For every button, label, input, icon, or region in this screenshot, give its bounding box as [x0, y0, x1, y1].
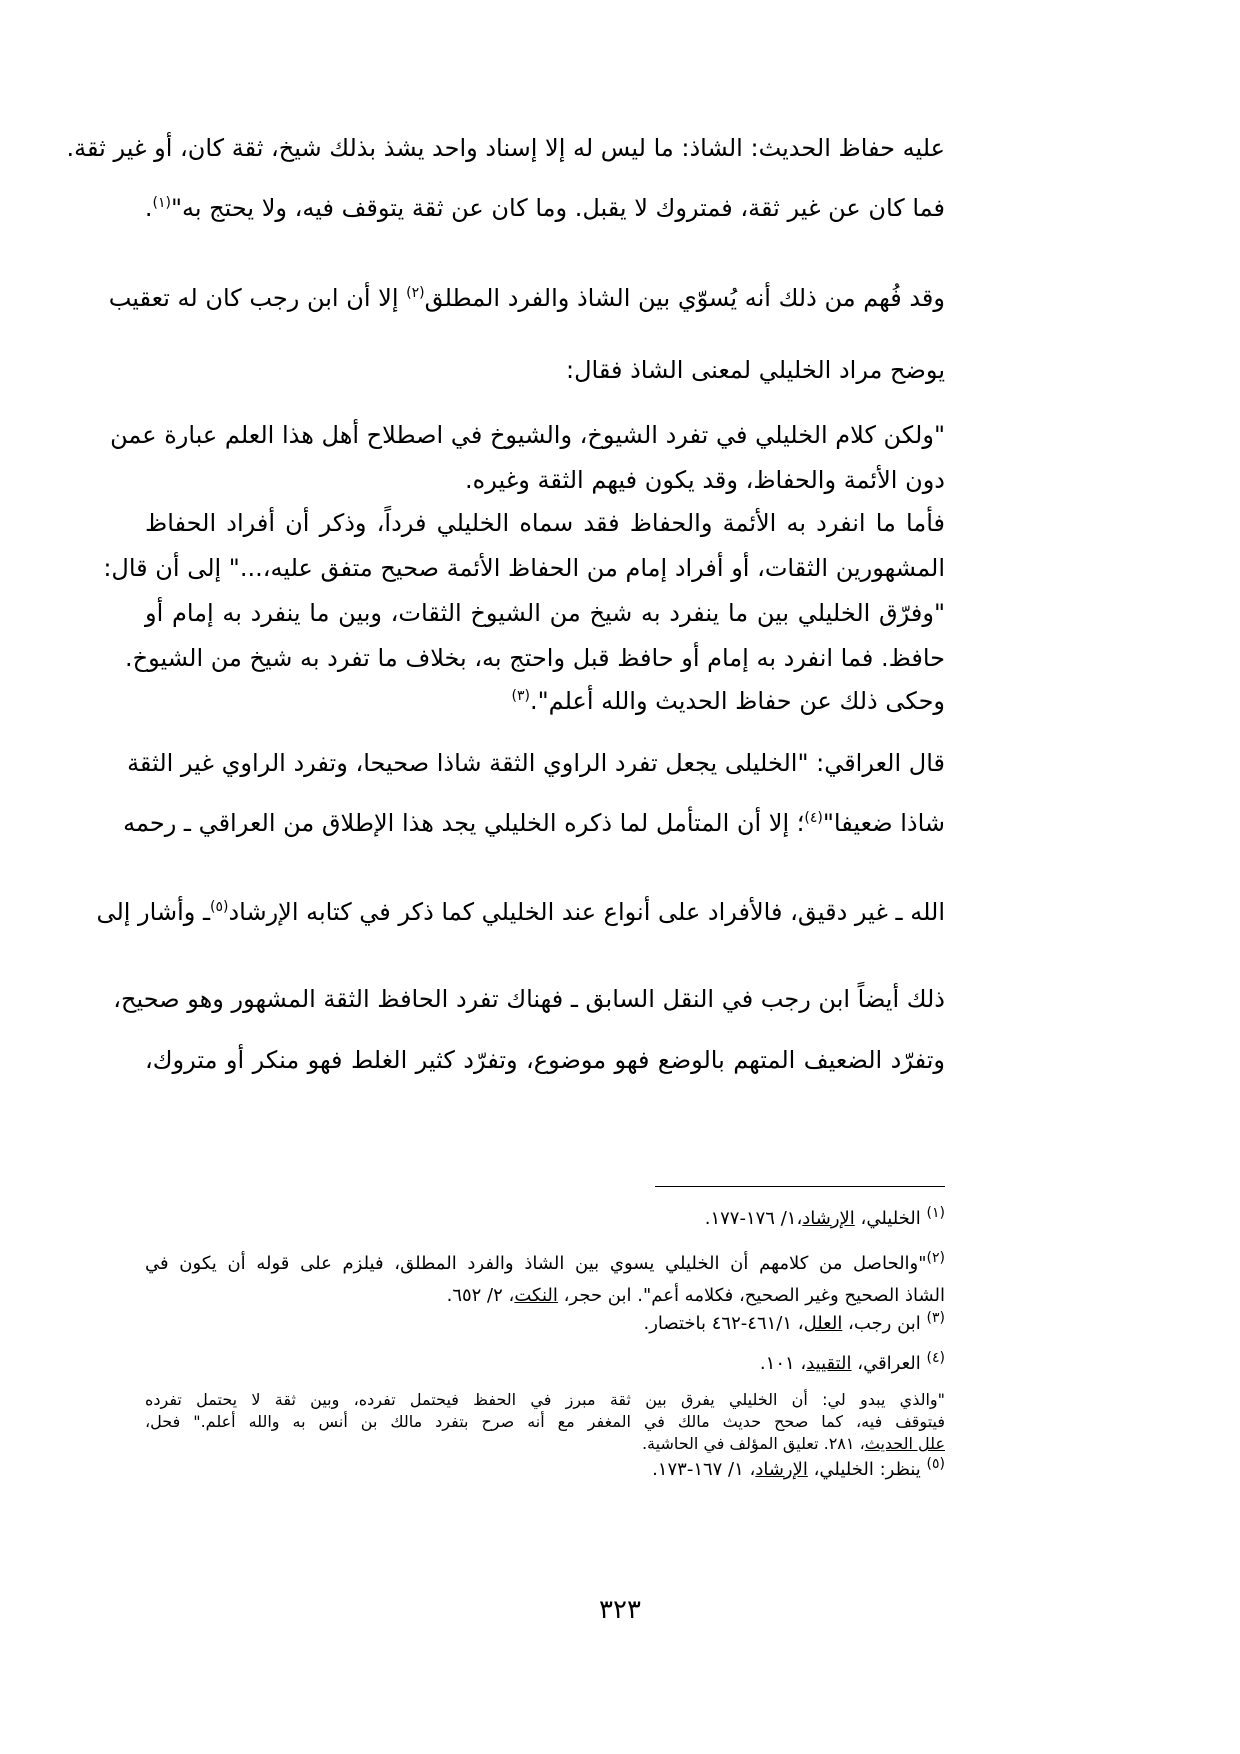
body-line-2: فما كان عن غير ثقة، فمتروك لا يقبل. وما كان عن ثقة يتوقف فيه، ولا يحتج به"$^{(١)}$. [144, 194, 945, 222]
body-line-4: يوضح مراد الخليلي لمعنى الشاذ فقال: [565, 356, 945, 384]
page-number: ٣٢٣ [599, 1595, 641, 1625]
body-line-3: وقد فُهم من ذلك أنه يُسوّي بين الشاذ والفرد المطلق$^{(٢)}$ إلا أن ابن رجب كان له تعقيب [108, 284, 945, 312]
quote-line-4: المشهورين الثقات، أو أفراد إمام من الحفاظ الأئمة صحيح متفق عليه،..." إلى أن قال: [103, 554, 945, 582]
footnote-separator [655, 1186, 945, 1187]
body-line-8: ذلك أيضاً ابن رجب في النقل السابق ـ فهناك تفرد الحافظ الثقة المشهور وهو صحيح، [113, 985, 945, 1013]
footnote-4-line-4: علل الحديث، ٢٨١. تعليق المؤلف في الحاشية. [641, 1434, 945, 1453]
footnote-marker-3[interactable]: (٣) [511, 688, 530, 704]
footnote-4-line-3: فيتوقف فيه، كما صحح حديث مالك في المغفر مع أنه صرح بتفرد مالك بن أنس به والله أعلم." فحل، [145, 1412, 945, 1431]
footnote-1: $^{(١)}$ الخليلي، الإرشاد،١/ ١٧٦-١٧٧. [704, 1205, 945, 1229]
quote-line-2: دون الأئمة والحفاظ، وقد يكون فيهم الثقة وغيره. [465, 466, 945, 494]
quote-line-5: "وفرّق الخليلي بين ما ينفرد به شيخ من الشيوخ الثقات، وبين ما ينفرد به إمام أو [145, 599, 945, 627]
footnote-marker-2[interactable]: (٢) [406, 285, 425, 301]
footnote-5: $^{(٥)}$ ينظر: الخليلي، الإرشاد، ١/ ١٦٧-١٧٣. [652, 1456, 945, 1480]
footnote-marker-5[interactable]: (٥) [209, 899, 229, 915]
body-line-5: قال العراقي: "الخليلى يجعل تفرد الراوي الثقة شاذا صحيحا، وتفرد الراوي غير الثقة [127, 749, 945, 777]
body-line-9: وتفرّد الضعيف المتهم بالوضع فهو موضوع، وتفرّد كثير الغلط فهو منكر أو متروك، [145, 1046, 945, 1074]
body-line-6: شاذا ضعيفا"$^{(٤)}$؛ إلا أن المتأمل لما ذكره الخليلي يجد هذا الإطلاق من العراقي ـ رحمه [123, 809, 945, 837]
footnote-2-line-2: الشاذ الصحيح وغير الصحيح، فكلامه أعم". ابن حجر، النكت، ٢/ ٦٥٢. [446, 1285, 945, 1306]
body-line-7: الله ـ غير دقيق، فالأفراد على أنواع عند الخليلي كما ذكر في كتابه الإرشاد$^{(٥)}$ـ وأشار إلى [96, 898, 945, 926]
quote-line-1: "ولكن كلام الخليلي في تفرد الشيوخ، والشيوخ في اصطلاح أهل هذا العلم عبارة عمن [110, 421, 945, 449]
quote-line-3: فأما ما انفرد به الأئمة والحفاظ فقد سماه الخليلي فرداً، وذكر أن أفراد الحفاظ [145, 509, 945, 537]
footnote-marker-1[interactable]: (١) [152, 195, 171, 211]
footnote-marker-4[interactable]: (٤) [804, 810, 823, 826]
quote-line-7: وحكى ذلك عن حفاظ الحديث والله أعلم".$^{(٣)}$ [511, 687, 945, 715]
footnote-4: $^{(٤)}$ العراقي، التقييد، ١٠١. [759, 1350, 945, 1374]
footnote-2-line-1: $^{(٢)}$"والحاصل من كلامهم أن الخليلي يسوي بين الشاذ والفرد المطلق، فيلزم على قوله أن يكون في [145, 1250, 945, 1274]
quote-line-6: حافظ. فما انفرد به إمام أو حافظ قبل واحتج به، بخلاف ما تفرد به شيخ من الشيوخ. [124, 644, 945, 672]
body-line-1: عليه حفاظ الحديث: الشاذ: ما ليس له إلا إسناد واحد يشذ بذلك شيخ، ثقة كان، أو غير ثقة. [66, 134, 945, 162]
footnote-3: $^{(٣)}$ ابن رجب، العلل، ٤٦١/١-٤٦٢ باختصار. [643, 1310, 945, 1334]
footnote-4-line-2: "والذي يبدو لي: أن الخليلي يفرق بين ثقة مبرز في الحفظ فيحتمل تفرده، وبين ثقة لا يحتمل تفرده [145, 1390, 945, 1409]
